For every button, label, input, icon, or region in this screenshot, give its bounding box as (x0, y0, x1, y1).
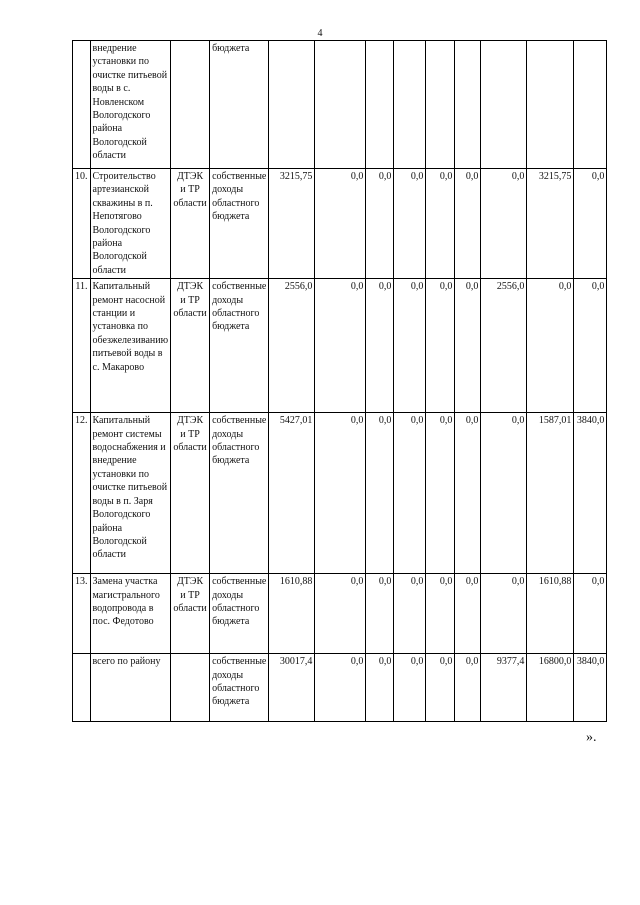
amount-cell: 3840,0 (574, 654, 607, 722)
amount-cell: 0,0 (366, 654, 394, 722)
measure-name-cell: Замена участка магистрального водопровода в пос. Федотово (90, 574, 171, 654)
page-number: 4 (317, 28, 323, 39)
amount-cell: 0,0 (426, 169, 455, 279)
amount-cell: 0,0 (394, 413, 426, 574)
row-number-cell: 12. (73, 413, 91, 574)
amount-cell: 0,0 (455, 169, 481, 279)
measure-name-cell: внедрение установки по очистке питьевой воды в с. Новленском Вологодского района Вологодской области (90, 41, 171, 169)
total-amount-cell: 3215,75 (269, 169, 315, 279)
amount-cell: 0,0 (574, 169, 607, 279)
measure-name-cell: Строительство артезианской скважины в п. Непотягово Вологодского района Вологодской области (90, 169, 171, 279)
total-amount-cell (269, 41, 315, 169)
amount-cell: 0,0 (366, 169, 394, 279)
amount-cell (315, 41, 366, 169)
amount-cell: 2556,0 (481, 279, 527, 413)
amount-cell: 0,0 (455, 574, 481, 654)
total-amount-cell: 2556,0 (269, 279, 315, 413)
amount-cell: 0,0 (315, 169, 366, 279)
amount-cell: 9377,4 (481, 654, 527, 722)
amount-cell: 0,0 (481, 169, 527, 279)
amount-cell: 1587,01 (527, 413, 574, 574)
amount-cell (481, 41, 527, 169)
executor-cell: ДТЭК и ТР области (171, 574, 210, 654)
amount-cell: 0,0 (455, 654, 481, 722)
total-amount-cell: 30017,4 (269, 654, 315, 722)
amount-cell: 0,0 (455, 413, 481, 574)
amount-cell: 0,0 (426, 654, 455, 722)
amount-cell: 0,0 (455, 279, 481, 413)
amount-cell: 0,0 (426, 574, 455, 654)
row-number-cell (73, 41, 91, 169)
measure-name-cell: всего по району (90, 654, 171, 722)
table-row (73, 279, 607, 413)
amount-cell: 0,0 (574, 279, 607, 413)
amount-cell: 3840,0 (574, 413, 607, 574)
closing-mark: ». (586, 730, 597, 745)
amount-cell (426, 41, 455, 169)
table-row (73, 654, 607, 722)
amount-cell: 0,0 (366, 413, 394, 574)
amount-cell: 0,0 (426, 279, 455, 413)
executor-cell: ДТЭК и ТР области (171, 169, 210, 279)
amount-cell: 0,0 (574, 574, 607, 654)
table-row (73, 574, 607, 654)
amount-cell: 0,0 (315, 654, 366, 722)
amount-cell: 1610,88 (527, 574, 574, 654)
amount-cell (527, 41, 574, 169)
executor-cell: ДТЭК и ТР области (171, 413, 210, 574)
amount-cell: 0,0 (527, 279, 574, 413)
total-amount-cell: 5427,01 (269, 413, 315, 574)
amount-cell: 0,0 (481, 413, 527, 574)
amount-cell: 0,0 (315, 413, 366, 574)
amount-cell: 0,0 (366, 279, 394, 413)
row-number-cell: 11. (73, 279, 91, 413)
table-row (73, 41, 607, 169)
funding-source-cell: бюджета (210, 41, 269, 169)
budget-table (72, 40, 607, 722)
executor-cell: ДТЭК и ТР области (171, 279, 210, 413)
table-row (73, 413, 607, 574)
executor-cell (171, 41, 210, 169)
amount-cell: 0,0 (315, 279, 366, 413)
amount-cell: 0,0 (394, 279, 426, 413)
measure-name-cell: Капитальный ремонт насосной станции и установка по обезжелезиванию питьевой воды в с. Макарово (90, 279, 171, 413)
funding-source-cell: собственные доходы областного бюджета (210, 654, 269, 722)
funding-source-cell: собственные доходы областного бюджета (210, 169, 269, 279)
funding-source-cell: собственные доходы областного бюджета (210, 279, 269, 413)
total-amount-cell: 1610,88 (269, 574, 315, 654)
amount-cell: 0,0 (394, 654, 426, 722)
amount-cell (455, 41, 481, 169)
amount-cell: 0,0 (366, 574, 394, 654)
amount-cell: 16800,0 (527, 654, 574, 722)
amount-cell: 0,0 (394, 574, 426, 654)
amount-cell: 3215,75 (527, 169, 574, 279)
funding-source-cell: собственные доходы областного бюджета (210, 574, 269, 654)
executor-cell (171, 654, 210, 722)
row-number-cell: 13. (73, 574, 91, 654)
row-number-cell (73, 654, 91, 722)
funding-source-cell: собственные доходы областного бюджета (210, 413, 269, 574)
amount-cell (366, 41, 394, 169)
row-number-cell: 10. (73, 169, 91, 279)
amount-cell: 0,0 (394, 169, 426, 279)
amount-cell: 0,0 (481, 574, 527, 654)
amount-cell: 0,0 (315, 574, 366, 654)
amount-cell (394, 41, 426, 169)
amount-cell: 0,0 (426, 413, 455, 574)
measure-name-cell: Капитальный ремонт системы водоснабжения и внедрение установки по очистке питьевой воды в п. Заря Вологодского района Вологодской области (90, 413, 171, 574)
table-row (73, 169, 607, 279)
amount-cell (574, 41, 607, 169)
